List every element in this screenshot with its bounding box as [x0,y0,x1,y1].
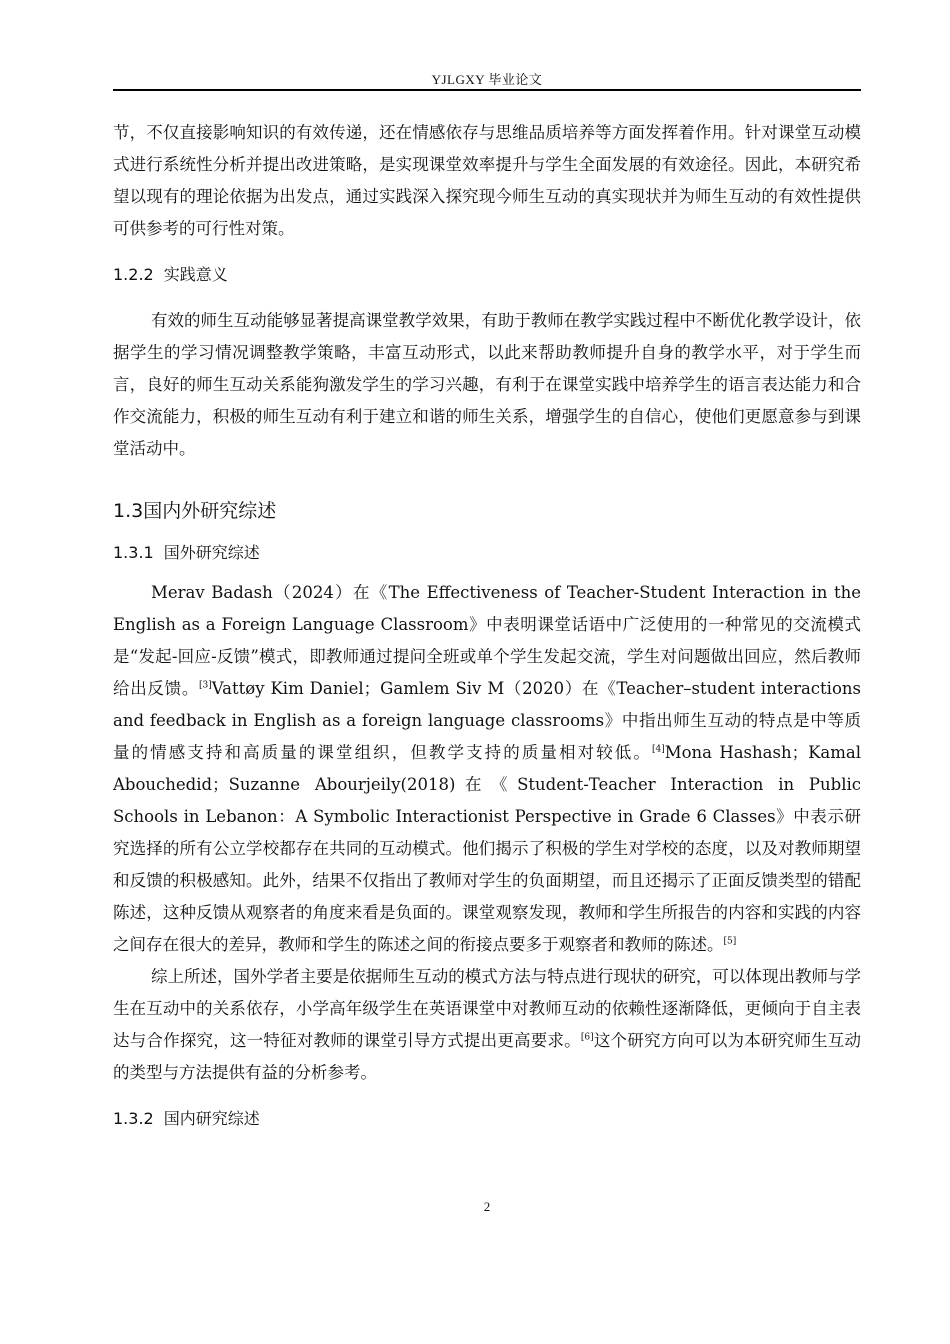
citation-ref: [4] [651,744,665,755]
running-header: YJLGXY 毕业论文 [431,72,543,87]
citation-ref: [5] [723,936,737,947]
section-number: 1.2.2 [113,265,154,284]
paragraph-summary [113,961,861,1089]
section-number: 1.3.2 [113,1109,154,1128]
section-heading-1-3-1 [113,541,861,565]
citation-ref: [3] [199,680,212,691]
page-number: 2 [483,1199,491,1214]
text-run: Mona Hashash；Kamal Abouchedid；Suzanne Abourjeily(2018)在《Student‑Teacher Interaction in Public Schools in Lebanon：A Symbolic Interactionist Perspective in Grade 6 Classes》中表示研究选择的所有公立学校都存在共同的互动模式。他们揭示了积极的学生对学校的态度，以及对教师期望和反馈的积极感知。此外，结果不仅指出了教师对学生的负面期望，而且还揭示了正面反馈类型的错配陈述，这种反馈从观察者的角度来看是负面的。课堂观察发现，教师和学生所报告的内容和实践的内容之间存在很大的差异，教师和学生的陈述之间的衔接点要多于观察者和教师的陈述。 [113,743,862,954]
text-run: 综上所述，国外学者主要是依据师生互动的模式方法与特点进行现状的研究，可以体现出教师与学生在互动中的关系依存，小学高年级学生在英语课堂中对教师互动的依赖性逐渐降低，更倾向于自主表达与合作探究，这一特征对教师的课堂引导方式提出更高要求。 [113,967,861,1050]
section-number: 1.3 [113,500,144,522]
text-run: 这个研究方向可以为本研究师生互动的类型与方法提供有益的分析参考。 [113,1031,862,1082]
paragraph-continued: 节，不仅直接影响知识的有效传递，还在情感依存与思维品质培养等方面发挥着作用。针对课堂互动模式进行系统性分析并提出改进策略，是实现课堂效率提升与学生全面发展的有效途径。因此，本研究希望以现有的理论依据为出发点，通过实践深入探究现今师生互动的真实现状并为师生互动的有效性提供可供参考的可行性对策。 [113,123,861,238]
section-title: 国内外研究综述 [143,500,277,522]
paragraph-practical-significance: 有效的师生互动能够显著提高课堂教学效果，有助于教师在教学实践过程中不断优化教学设计，依据学生的学习情况调整教学策略，丰富互动形式，以此来帮助教师提升自身的教学水平，对于学生而言，良好的师生互动关系能狗激发学生的学习兴趣，有利于在课堂实践中培养学生的语言表达能力和合作交流能力，积极的师生互动有利于建立和谐的师生关系，增强学生的自信心，使他们更愿意参与到课堂活动中。 [113,311,861,458]
page-body [113,117,861,1131]
section-heading-1-3-2 [113,1107,861,1131]
text-run: Merav Badash（2024）在《The Effectiveness of Teacher-Student Interaction in the English as a Foreign Language Classroom》中表明课堂话语中广泛使用的一种常见的交流模式是“发起-回应-反馈”模式，即教师通过提问全班或单个学生发起交流，学生对问题做出回应，然后教师给出反馈。 [113,583,861,698]
header-rule [113,89,861,91]
text-run: Vattøy Kim Daniel；Gamlem Siv M（2020）在《Teacher–student interactions and feedback in English as a foreign language classrooms》中指出师生互动的特点是中等质量的情感支持和高质量的课堂组织，但教学支持的质量相对较低。 [113,679,861,762]
paragraph-foreign-research [113,577,861,961]
citation-ref: [6] [580,1032,594,1043]
section-title: 国内研究综述 [163,1109,260,1128]
section-title: 国外研究综述 [163,543,260,562]
section-heading-1-3 [113,497,861,525]
section-title: 实践意义 [163,265,228,284]
section-heading-1-2-2 [113,263,861,287]
section-number: 1.3.1 [113,543,154,562]
